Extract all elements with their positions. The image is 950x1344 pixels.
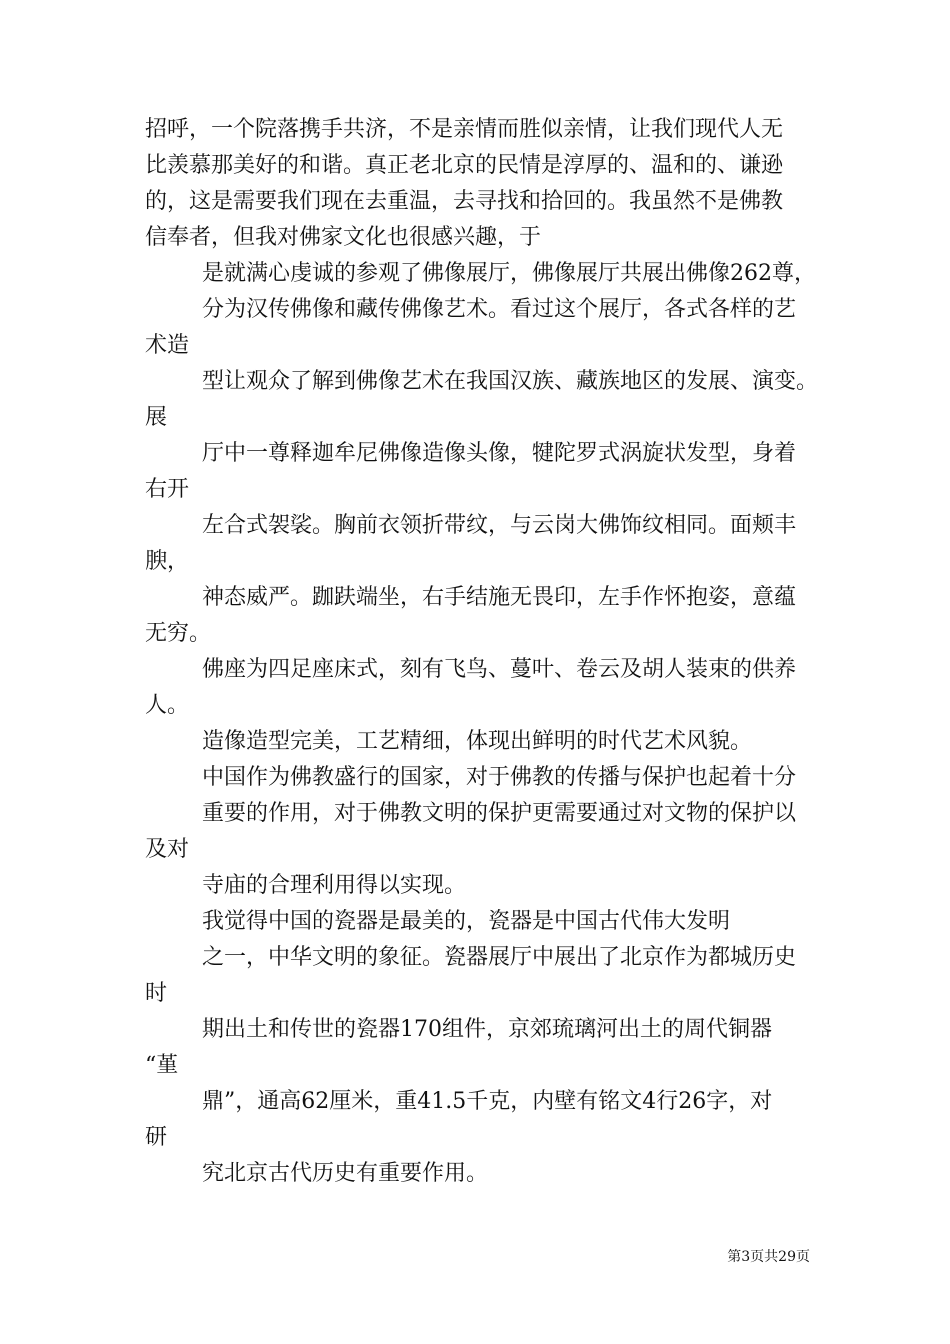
text-line: 左合式袈裟。胸前衣领折带纹，与云岗大佛饰纹相同。面颊丰 — [202, 513, 797, 538]
text-line: 右开 — [145, 477, 190, 502]
text-line: 时 — [145, 981, 168, 1006]
text-line: 期出土和传世的瓷器170组件，京郊琉璃河出土的周代铜器 — [202, 1017, 772, 1042]
text-line: 寺庙的合理利用得以实现。 — [202, 873, 467, 898]
text-line: 信奉者，但我对佛家文化也很感兴趣，于 — [145, 225, 542, 250]
text-line: “堇 — [145, 1053, 179, 1078]
text-line: 之一，中华文明的象征。瓷器展厅中展出了北京作为都城历史 — [202, 945, 797, 970]
text-line: 研 — [145, 1125, 168, 1150]
text-line: 佛座为四足座床式，刻有飞鸟、蔓叶、卷云及胡人装束的供养 — [202, 657, 797, 682]
text-line: 招呼，一个院落携手共济，不是亲情而胜似亲情，让我们现代人无 — [145, 117, 784, 142]
text-line: 造像造型完美，工艺精细，体现出鲜明的时代艺术风貌。 — [202, 729, 753, 754]
text-line: 中国作为佛教盛行的国家，对于佛教的传播与保护也起着十分 — [202, 765, 797, 790]
text-line: 我觉得中国的瓷器是最美的，瓷器是中国古代伟大发明 — [202, 909, 731, 934]
text-line: 及对 — [145, 837, 190, 862]
text-line: 鼎”，通高62厘米，重41.5千克，内壁有铭文4行26字，对 — [202, 1089, 773, 1114]
text-line: 重要的作用，对于佛教文明的保护更需要通过对文物的保护以 — [202, 801, 797, 826]
text-line: 厅中一尊释迦牟尼佛像造像头像，犍陀罗式涡旋状发型，身着 — [202, 441, 797, 466]
text-line: 神态威严。跏趺端坐，右手结施无畏印，左手作怀抱姿，意蕴 — [202, 585, 797, 610]
text-line: 是就满心虔诚的参观了佛像展厅，佛像展厅共展出佛像262尊， — [202, 261, 816, 286]
text-line: 型让观众了解到佛像艺术在我国汉族、藏族地区的发展、演变。 — [202, 369, 819, 394]
text-line: 究北京古代历史有重要作用。 — [202, 1161, 489, 1186]
text-line: 术造 — [145, 333, 190, 358]
text-line: 的，这是需要我们现在去重温，去寻找和拾回的。我虽然不是佛教 — [145, 189, 784, 214]
text-line: 人。 — [145, 693, 190, 718]
text-line: 腴， — [145, 549, 190, 574]
text-line: 展 — [145, 405, 168, 430]
page-number: 第3页共29页 — [727, 1249, 810, 1265]
text-line: 比羡慕那美好的和谐。真正老北京的民情是淳厚的、温和的、谦逊 — [145, 153, 784, 178]
text-line: 分为汉传佛像和藏传佛像艺术。看过这个展厅，各式各样的艺 — [202, 297, 797, 322]
text-line: 无穷。 — [145, 621, 212, 646]
